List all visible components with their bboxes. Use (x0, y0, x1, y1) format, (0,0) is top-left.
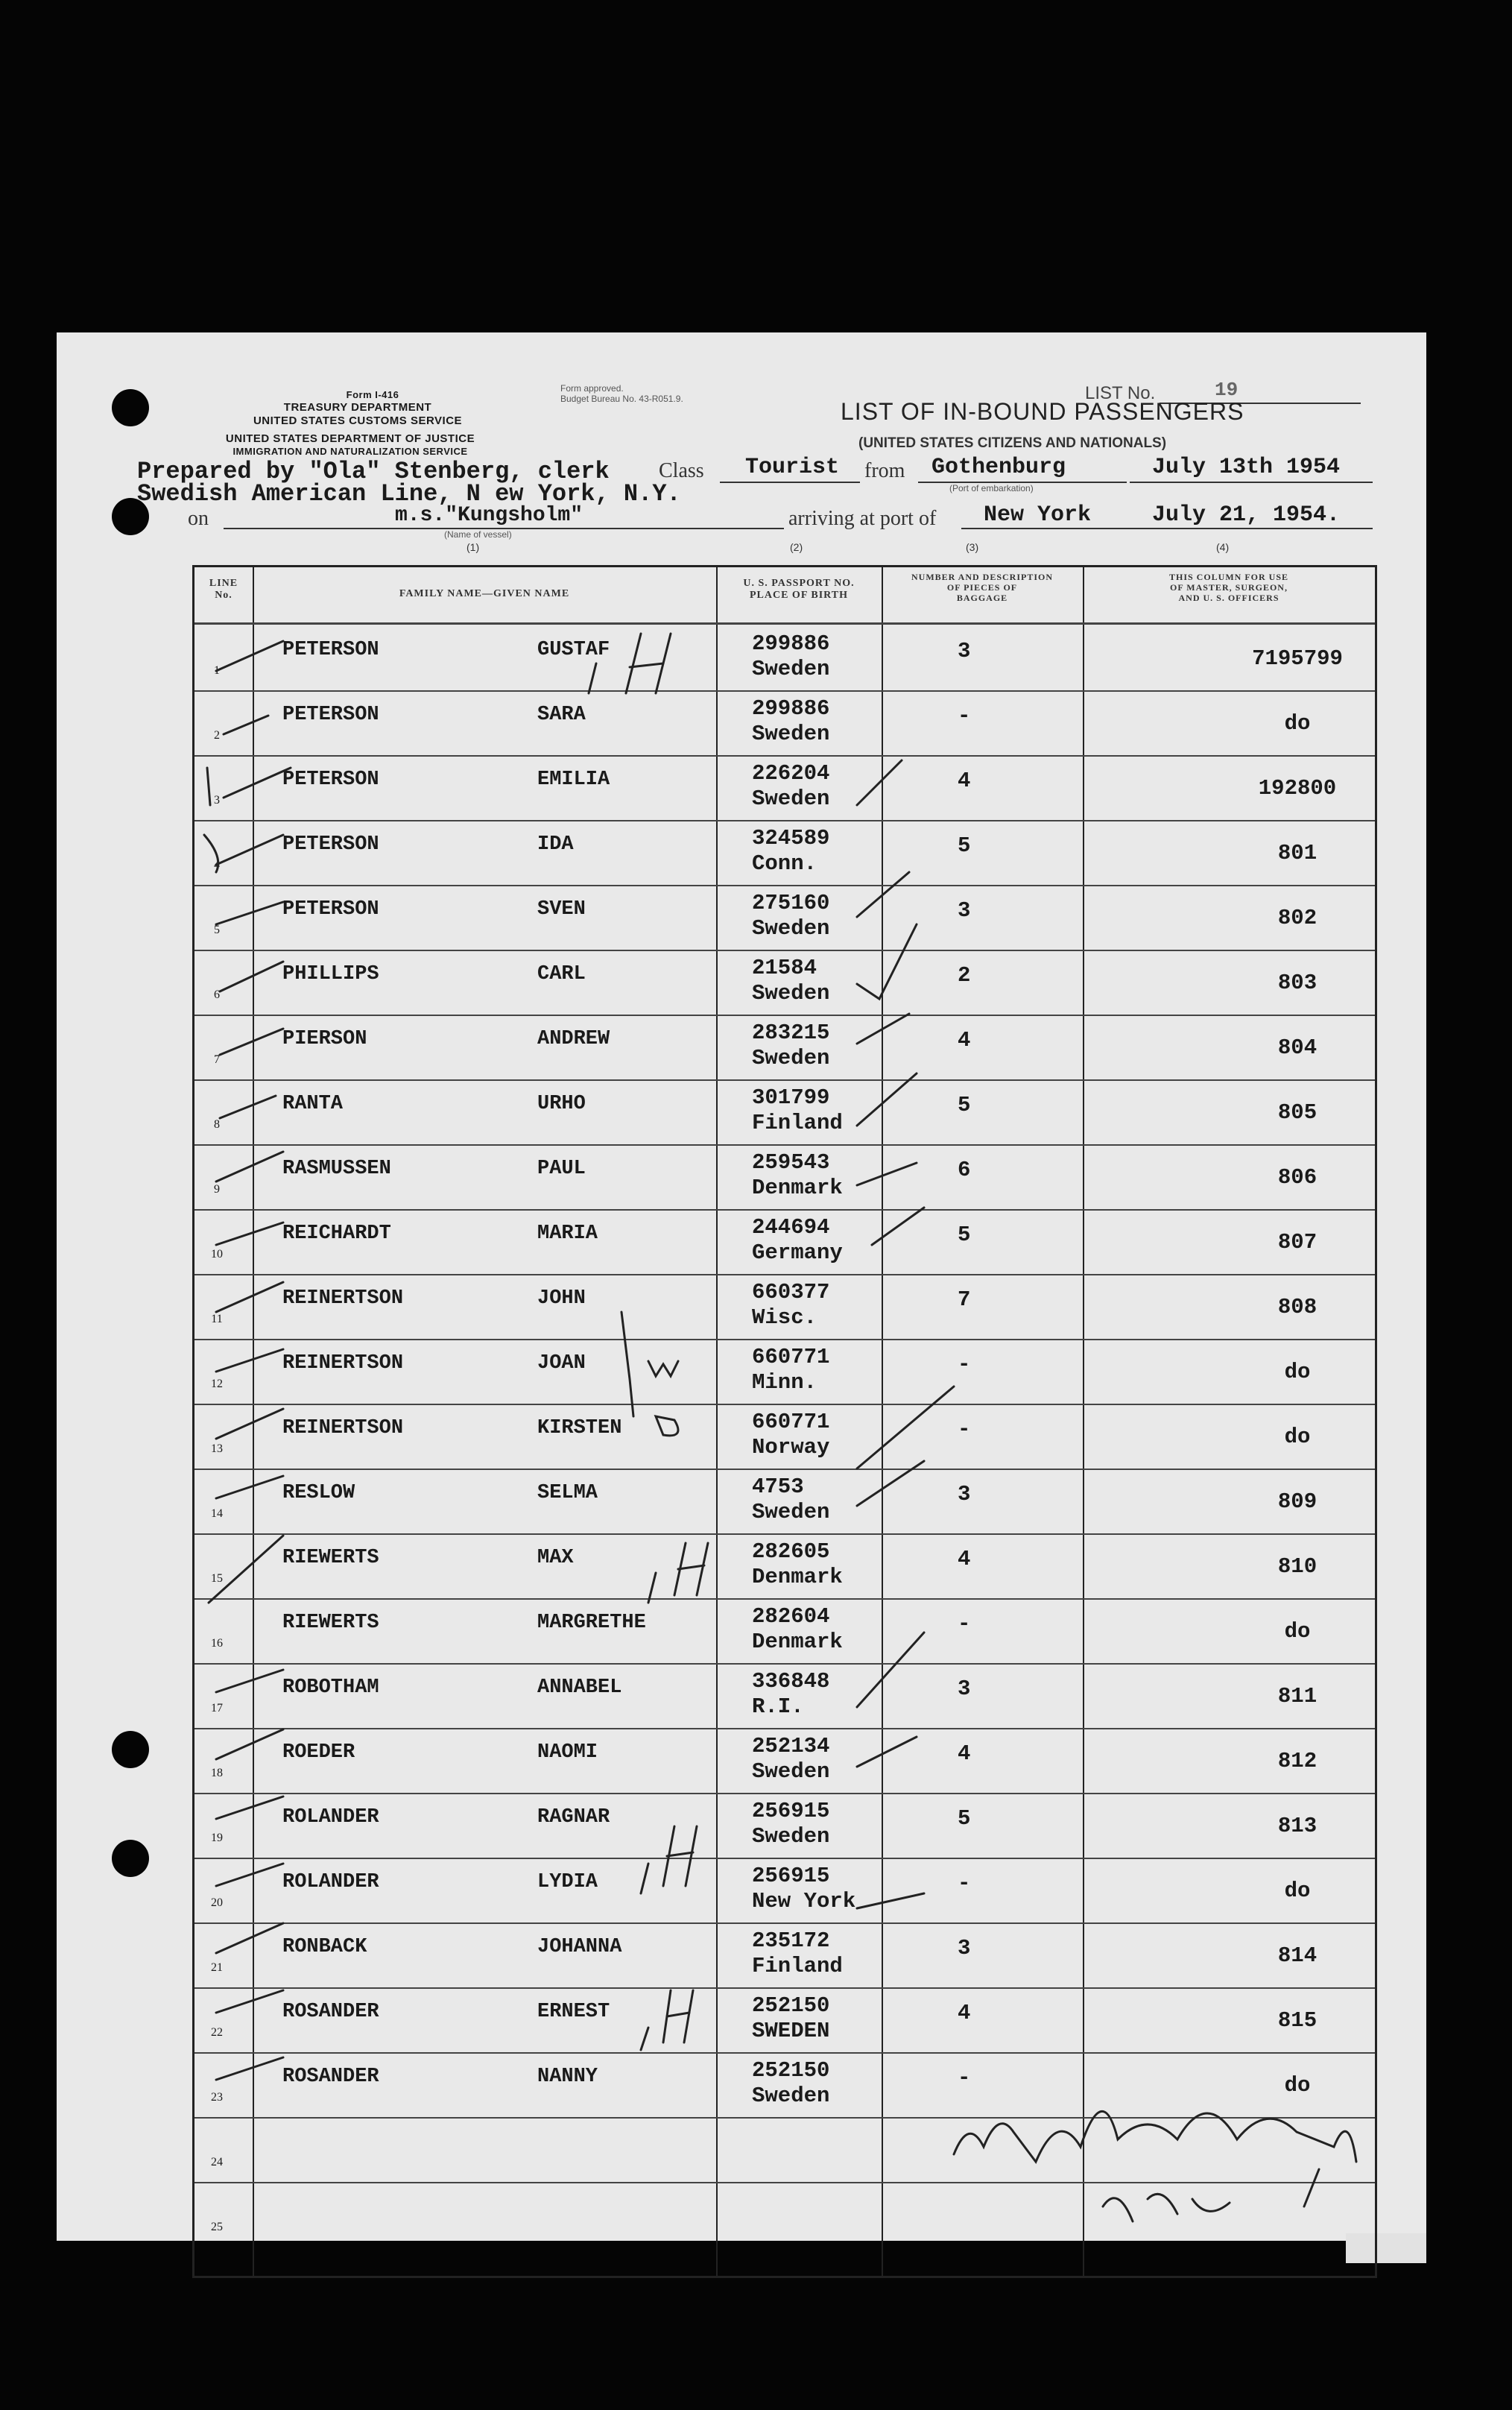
baggage-count: 3 (958, 1482, 971, 1507)
passport-number: 282605 (752, 1539, 830, 1564)
arrival-date: July 21, 1954. (1152, 502, 1341, 528)
passport-number: 252134 (752, 1734, 830, 1758)
place-of-birth: Sweden (752, 722, 830, 746)
passport-number: 299886 (752, 696, 830, 721)
officer-entry: do (1284, 1879, 1311, 1903)
col-num-2: (2) (790, 541, 803, 553)
passport-number: 301799 (752, 1085, 830, 1110)
department-of-justice: UNITED STATES DEPARTMENT OF JUSTICE (225, 432, 475, 445)
baggage-count: 3 (958, 1936, 971, 1961)
given-name: GUSTAF (537, 639, 610, 661)
line-number: 10 (211, 1248, 223, 1261)
family-name: REINERTSON (282, 1417, 404, 1439)
baggage-count: 4 (958, 769, 971, 793)
officer-entry: do (1284, 1360, 1311, 1384)
place-of-birth: Sweden (752, 657, 830, 681)
family-name: ROLANDER (282, 1806, 379, 1829)
baggage-count: - (958, 1352, 971, 1377)
place-of-birth: SWEDEN (752, 2019, 830, 2043)
baggage-count: - (958, 2066, 971, 2090)
place-of-birth: Sweden (752, 916, 830, 941)
given-name: EMILIA (537, 769, 610, 791)
given-name: ANNABEL (537, 1676, 622, 1699)
place-of-birth: Sweden (752, 786, 830, 811)
family-name: RONBACK (282, 1936, 367, 1958)
officer-entry: 7195799 (1252, 646, 1343, 671)
line-number: 3 (214, 794, 220, 807)
line-number: 16 (211, 1637, 223, 1650)
given-name: LYDIA (537, 1871, 598, 1893)
line-number: 24 (211, 2156, 223, 2168)
given-name: IDA (537, 833, 574, 856)
place-of-birth: Finland (752, 1954, 843, 1978)
baggage-count: 4 (958, 1028, 971, 1053)
given-name: NAOMI (537, 1741, 598, 1764)
passport-number: 283215 (752, 1021, 830, 1045)
shipping-line: Swedish American Line, N ew York, N.Y. (137, 480, 681, 508)
line-number: 8 (214, 1118, 220, 1131)
given-name: NANNY (537, 2066, 598, 2088)
place-of-birth: Denmark (752, 1176, 843, 1200)
family-name: RANTA (282, 1093, 344, 1115)
officer-entry: 810 (1277, 1554, 1318, 1579)
officer-entry: 814 (1277, 1943, 1318, 1968)
family-name: PETERSON (282, 898, 379, 921)
ins: IMMIGRATION AND NATURALIZATION SERVICE (233, 446, 468, 457)
line-number: 18 (211, 1767, 223, 1779)
officer-entry: 809 (1277, 1489, 1318, 1514)
class-label: Class (659, 459, 704, 482)
line-number: 9 (214, 1183, 220, 1196)
given-name: RAGNAR (537, 1806, 610, 1829)
given-name: CARL (537, 963, 586, 985)
family-name: RIEWERTS (282, 1547, 379, 1569)
list-no-value: 19 (1215, 379, 1239, 401)
officer-entry: 801 (1277, 841, 1318, 865)
place-of-birth: Sweden (752, 2083, 830, 2108)
line-number: 23 (211, 2091, 223, 2104)
given-name: MAX (537, 1547, 574, 1569)
family-name: PETERSON (282, 833, 379, 856)
officer-entry: 803 (1277, 971, 1318, 995)
officer-entry: do (1284, 2073, 1311, 2098)
passport-number: 256915 (752, 1864, 830, 1888)
place-of-birth: Sweden (752, 1046, 830, 1070)
header-name: FAMILY NAME—GIVEN NAME (399, 588, 570, 599)
place-of-birth: Conn. (752, 851, 817, 876)
baggage-count: 3 (958, 898, 971, 923)
passport-number: 660377 (752, 1280, 830, 1305)
place-of-birth: R.I. (752, 1694, 804, 1719)
given-name: JOHANNA (537, 1936, 622, 1958)
officer-entry: 811 (1277, 1684, 1318, 1709)
officer-entry: 805 (1277, 1100, 1318, 1125)
officer-entry: 815 (1277, 2008, 1318, 2033)
port-embarkation-caption: (Port of embarkation) (949, 483, 1034, 493)
vessel-name: m.s."Kungsholm" (395, 504, 583, 527)
place-of-birth: Minn. (752, 1370, 817, 1395)
given-name: MARIA (537, 1223, 598, 1245)
family-name: ROSANDER (282, 2001, 379, 2023)
arriving-label: arriving at port of (788, 507, 937, 530)
given-name: JOHN (537, 1287, 586, 1310)
prepared-by: Prepared by "Ola" Stenberg, clerk (137, 458, 610, 485)
line-number: 6 (214, 988, 220, 1001)
family-name: REINERTSON (282, 1352, 404, 1375)
passport-number: 324589 (752, 826, 830, 851)
place-of-birth: Sweden (752, 1500, 830, 1524)
place-of-birth: Denmark (752, 1630, 843, 1654)
passport-number: 282604 (752, 1604, 830, 1629)
passport-number: 252150 (752, 1993, 830, 2018)
line-number: 15 (211, 1572, 223, 1585)
header-baggage: NUMBER AND DESCRIPTION OF PIECES OF BAGGAGE (911, 572, 1054, 603)
given-name: ERNEST (537, 2001, 610, 2023)
passport-number: 226204 (752, 761, 830, 786)
given-name: MARGRETHE (537, 1612, 646, 1634)
line-number: 22 (211, 2026, 223, 2039)
place-of-birth: Wisc. (752, 1305, 817, 1330)
header-officers: THIS COLUMN FOR USE OF MASTER, SURGEON, AND U. S. OFFICERS (1168, 572, 1289, 603)
baggage-count: 3 (958, 639, 971, 663)
baggage-count: 5 (958, 833, 971, 858)
given-name: PAUL (537, 1158, 586, 1180)
family-name: PHILLIPS (282, 963, 379, 985)
family-name: RASMUSSEN (282, 1158, 391, 1180)
place-of-birth: Germany (752, 1240, 843, 1265)
passport-number: 259543 (752, 1150, 830, 1175)
officer-entry: 813 (1277, 1814, 1318, 1838)
place-of-birth: Sweden (752, 981, 830, 1006)
place-of-birth: Norway (752, 1435, 830, 1460)
place-of-birth: Sweden (752, 1759, 830, 1784)
passport-number: 21584 (752, 956, 817, 980)
family-name: RESLOW (282, 1482, 355, 1504)
family-name: REICHARDT (282, 1223, 391, 1245)
family-name: PETERSON (282, 704, 379, 726)
baggage-count: 5 (958, 1223, 971, 1247)
from-label: from (864, 459, 905, 482)
line-number: 20 (211, 1896, 223, 1909)
baggage-count: - (958, 1417, 971, 1442)
family-name: RIEWERTS (282, 1612, 379, 1634)
family-name: PIERSON (282, 1028, 367, 1050)
customs-service: UNITED STATES CUSTOMS SERVICE (253, 414, 463, 427)
given-name: JOAN (537, 1352, 586, 1375)
line-number: 4 (214, 859, 220, 871)
line-number: 17 (211, 1702, 223, 1715)
baggage-count: - (958, 704, 971, 728)
form-number: Form I-416 (346, 389, 399, 400)
given-name: SELMA (537, 1482, 598, 1504)
on-label: on (188, 507, 209, 530)
passport-number: 256915 (752, 1799, 830, 1823)
baggage-count: 6 (958, 1158, 971, 1182)
passport-number: 252150 (752, 2058, 830, 2083)
family-name: ROBOTHAM (282, 1676, 379, 1699)
header-line-no: LINE No. (209, 578, 238, 601)
line-number: 14 (211, 1507, 223, 1520)
place-of-birth: New York (752, 1889, 856, 1914)
vessel-caption: (Name of vessel) (444, 529, 512, 540)
place-of-birth: Finland (752, 1111, 843, 1135)
line-number: 13 (211, 1442, 223, 1455)
family-name: REINERTSON (282, 1287, 404, 1310)
arrival-port: New York (984, 502, 1092, 528)
form-subtitle: (UNITED STATES CITIZENS AND NATIONALS) (858, 435, 1167, 451)
officer-entry: do (1284, 711, 1311, 736)
line-number: 2 (214, 729, 220, 742)
officer-entry: 192800 (1258, 776, 1337, 801)
line-number: 19 (211, 1832, 223, 1844)
family-name: PETERSON (282, 639, 379, 661)
passport-number: 660771 (752, 1345, 830, 1369)
baggage-count: 4 (958, 2001, 971, 2025)
baggage-count: 7 (958, 1287, 971, 1312)
given-name: SARA (537, 704, 586, 726)
list-no-label: LIST No. (1085, 383, 1156, 403)
baggage-count: - (958, 1612, 971, 1636)
family-name: ROSANDER (282, 2066, 379, 2088)
line-number: 11 (211, 1313, 223, 1325)
class-value: Tourist (745, 455, 840, 480)
given-name: ANDREW (537, 1028, 610, 1050)
baggage-count: - (958, 1871, 971, 1896)
passport-number: 336848 (752, 1669, 830, 1694)
given-name: KIRSTEN (537, 1417, 622, 1439)
col-num-3: (3) (966, 541, 979, 553)
departure-date: July 13th 1954 (1152, 455, 1341, 480)
treasury-department: TREASURY DEPARTMENT (283, 401, 432, 414)
officer-entry: 802 (1277, 906, 1318, 930)
officer-entry: 806 (1277, 1165, 1318, 1190)
passport-number: 4753 (752, 1474, 804, 1499)
passport-number: 299886 (752, 631, 830, 656)
given-name: SVEN (537, 898, 586, 921)
baggage-count: 4 (958, 1741, 971, 1766)
baggage-count: 5 (958, 1806, 971, 1831)
officer-entry: 804 (1277, 1035, 1318, 1060)
passport-number: 244694 (752, 1215, 830, 1240)
place-of-birth: Denmark (752, 1565, 843, 1589)
family-name: ROLANDER (282, 1871, 379, 1893)
place-of-birth: Sweden (752, 1824, 830, 1849)
officer-entry: do (1284, 1619, 1311, 1644)
col-num-1: (1) (466, 541, 480, 553)
line-number: 25 (211, 2221, 223, 2233)
family-name: ROEDER (282, 1741, 355, 1764)
officer-entry: 807 (1277, 1230, 1318, 1255)
col-num-4: (4) (1216, 541, 1230, 553)
from-value: Gothenburg (931, 455, 1066, 480)
passport-number: 235172 (752, 1928, 830, 1953)
line-number: 7 (214, 1053, 220, 1066)
officer-entry: do (1284, 1425, 1311, 1449)
baggage-count: 5 (958, 1093, 971, 1117)
line-number: 1 (214, 664, 220, 677)
header-passport: U. S. PASSPORT NO. PLACE OF BIRTH (743, 578, 855, 601)
officer-entry: 812 (1277, 1749, 1318, 1773)
officer-entry: 808 (1277, 1295, 1318, 1319)
line-number: 21 (211, 1961, 223, 1974)
passport-number: 275160 (752, 891, 830, 915)
budget-bureau-note: Form approved. Budget Bureau No. 43-R051.9. (560, 383, 683, 404)
form-title: LIST OF IN-BOUND PASSENGERS (841, 398, 1244, 425)
line-number: 5 (214, 924, 220, 936)
baggage-count: 4 (958, 1547, 971, 1571)
baggage-count: 2 (958, 963, 971, 988)
passport-number: 660771 (752, 1410, 830, 1434)
line-number: 12 (211, 1378, 223, 1390)
given-name: URHO (537, 1093, 586, 1115)
baggage-count: 3 (958, 1676, 971, 1701)
family-name: PETERSON (282, 769, 379, 791)
